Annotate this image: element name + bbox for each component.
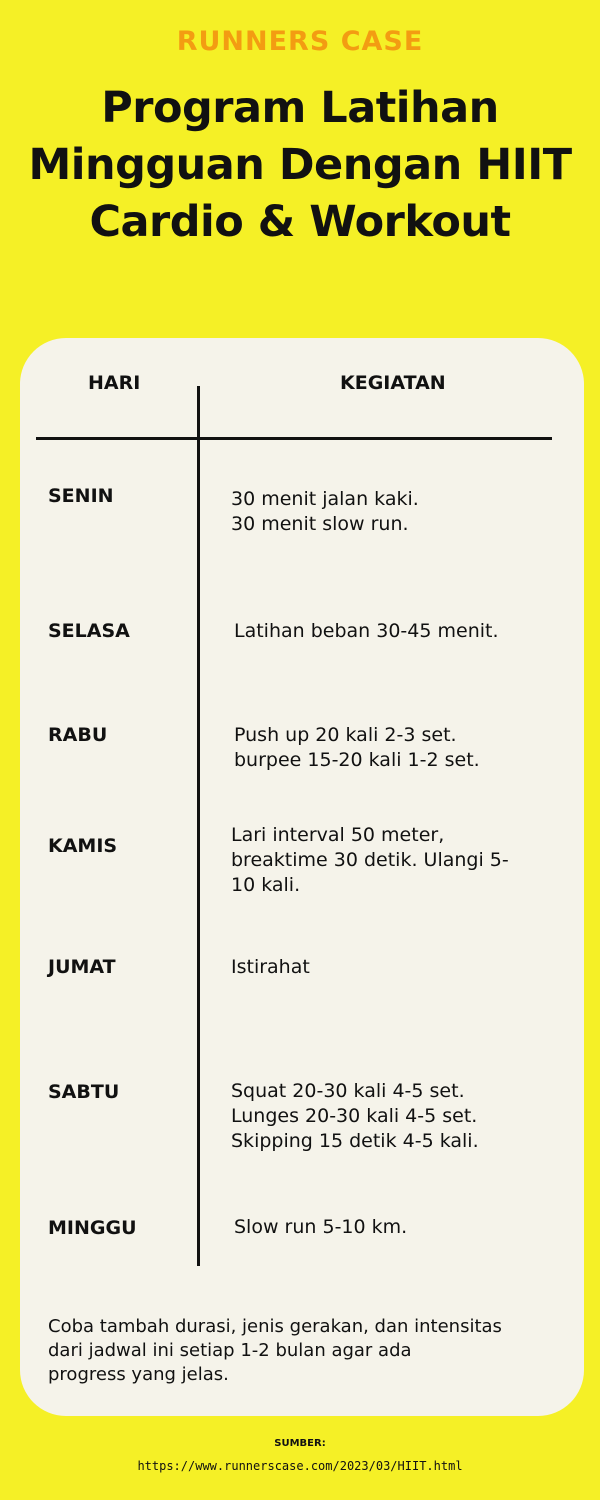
title-line: Mingguan Dengan HIIT (28, 140, 572, 190)
title-line: Program Latihan (101, 83, 499, 133)
activity-line: Squat 20-30 kali 4-5 set. (231, 1080, 465, 1102)
activity-sabtu (231, 1079, 561, 1154)
day-label-kamis: KAMIS (48, 835, 118, 857)
day-label-senin: SENIN (48, 485, 114, 507)
activity-kamis (231, 823, 561, 898)
column-divider (197, 386, 200, 1266)
header-divider (36, 437, 552, 440)
activity-line: Lunges 20-30 kali 4-5 set. (231, 1105, 478, 1127)
activity-senin (231, 487, 561, 537)
activity-line: burpee 15-20 kali 1-2 set. (234, 749, 480, 771)
activity-line: Push up 20 kali 2-3 set. (234, 724, 457, 746)
day-label-minggu: MINGGU (48, 1217, 137, 1239)
day-label-sabtu: SABTU (48, 1081, 120, 1103)
note-line: Coba tambah durasi, jenis gerakan, dan intensitas (48, 1316, 502, 1337)
note-line: dari jadwal ini setiap 1-2 bulan agar ada (48, 1340, 412, 1361)
activity-line: 30 menit jalan kaki. (231, 488, 419, 510)
day-label-jumat: JUMAT (48, 956, 116, 978)
column-header-hari: HARI (88, 372, 141, 394)
activity-line: Lari interval 50 meter, (231, 824, 445, 846)
activity-line: Istirahat (231, 956, 310, 978)
note-line: progress yang jelas. (48, 1364, 229, 1385)
activity-line: 10 kali. (231, 874, 301, 896)
source-label: SUMBER: (274, 1438, 326, 1449)
page-title (0, 80, 600, 251)
brand-logo: RUNNERS CASE (176, 26, 424, 57)
activity-line: Latihan beban 30-45 menit. (234, 620, 499, 642)
activity-jumat (231, 955, 561, 980)
activity-line: Skipping 15 detik 4-5 kali. (231, 1130, 479, 1152)
day-label-rabu: RABU (48, 724, 108, 746)
column-header-kegiatan: KEGIATAN (340, 372, 446, 394)
day-label-selasa: SELASA (48, 620, 130, 642)
activity-line: 30 menit slow run. (231, 513, 409, 535)
activity-minggu (234, 1215, 564, 1240)
activity-line: breaktime 30 detik. Ulangi 5- (231, 849, 509, 871)
activity-rabu (234, 723, 564, 773)
source-url: https://www.runnerscase.com/2023/03/HIIT.html (137, 1459, 463, 1473)
activity-line: Slow run 5-10 km. (234, 1216, 408, 1238)
activity-selasa (234, 619, 564, 644)
title-line: Cardio & Workout (89, 197, 511, 247)
footer-note (48, 1315, 568, 1387)
